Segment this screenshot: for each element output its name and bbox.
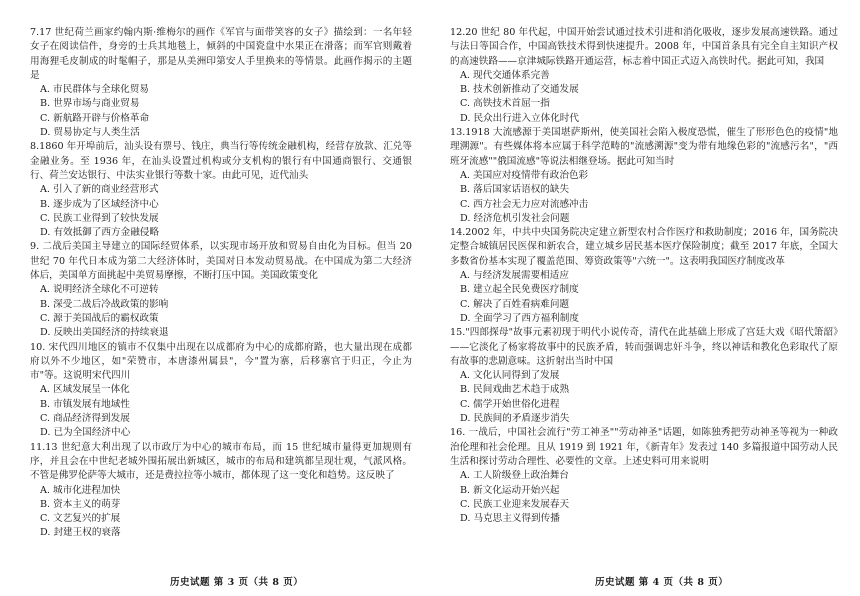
question-15	[450, 326, 838, 426]
option-a: A. 文化认同得到了发展	[460, 370, 560, 382]
option-d: D. 经济危机引发社会问题	[460, 212, 570, 224]
question-stem: 16. 一战后，中国社会流行"劳工神圣""劳动神圣"话题，如陈独秀把劳动神圣等视为一种政治伦理和社会伦理。且从 1919 到 1921 年，《新青年》发表过 140 多篇报道中国劳动人民生活和探讨劳动合理性、必要性的文章。上述史料可用来说明	[450, 427, 838, 467]
question-14	[450, 226, 838, 326]
question-stem: 12.20 世纪 80 年代起，中国开始尝试通过技术引进和消化吸收，逐步发展高速铁路。通过与法日等国合作，中国高铁技术得到快速提升。2008 年，中国首条具有完全自主知识产权的高速铁路——京津城际铁路开通运营，标志着中国正式迈入高铁时代。据此可知，我国	[450, 27, 838, 67]
option-c: C. 源于美国战后的霸权政策	[40, 312, 159, 324]
option-b: B. 资本主义的萌芽	[40, 498, 121, 510]
option-b: B. 世界市场与商业贸易	[40, 98, 140, 110]
option-b: B. 落后国家话语权的缺失	[460, 184, 570, 196]
question-7	[30, 26, 412, 140]
question-stem: 14.2002 年，中共中央国务院决定建立新型农村合作医疗和救助制度；2016 年，国务院决定整合城镇居民医保和新农合，建立城乡居民基本医疗保险制度；截至 2017 年底，全国大多数省份基本实现了覆盖范围、筹资政策等"六统一"。这表明我国医疗制度改革	[450, 227, 838, 267]
question-stem: 9. 二战后美国主导建立的国际经贸体系，以实现市场开放和贸易自由化为目标。但当 20 世纪 70 年代日本成为第二大经济体时，美国对日本发动贸易战。在中国成为第二大经济体后，美国单方面挑起中美贸易摩擦，不断打压中国。美国政策变化	[30, 241, 412, 282]
option-b: B. 新文化运动开始兴起	[460, 484, 560, 496]
option-d: D. 民众出行进入立体化时代	[460, 112, 579, 124]
option-b: B. 技术创新推动了交通发展	[460, 84, 579, 96]
option-a: A. 与经济发展需要相适应	[460, 270, 569, 282]
option-b: B. 民间戏曲艺术趋于成熟	[460, 384, 570, 396]
page-footer: 历史试题 第 3 页（共 8 页）	[170, 577, 304, 588]
option-b: B. 逐步成为了区域经济中心	[40, 198, 159, 210]
option-d: D. 民族间的矛盾逐步消失	[460, 413, 570, 425]
option-a: A. 区域发展呈一体化	[40, 384, 130, 396]
question-stem: 7.17 世纪荷兰画家约翰内斯·维梅尔的画作《军官与面带笑容的女子》描绘到：一名年轻女子在阅读信件，身旁的士兵其地毯上，倾斜的中国瓷盘中水果正在滑落；而军官则戴着用海狸毛皮制成的时髦帽子，那是从美洲印第安人手里换来的等情景。此画作揭示的主题是	[30, 27, 412, 81]
question-16	[450, 426, 838, 526]
option-d: D. 有效抵御了西方金融侵略	[40, 227, 159, 239]
question-stem: 8.1860 年开埠前后，汕头设有票号、钱庄，典当行等传统金融机构，经营存放款、汇兑等金融业务。至 1936 年，在汕头设置过机构或分支机构的银行有中国通商银行、交通银行、荷兰安达银行、中法实业银行等数十家。由此可见，近代汕头	[30, 141, 412, 181]
option-a: A. 说明经济全球化不可逆转	[40, 284, 159, 296]
option-a: A. 美国应对疫情带有政治色彩	[460, 169, 589, 181]
option-d: D. 封建王权的衰落	[40, 527, 121, 539]
option-a: A. 城市化进程加快	[40, 484, 121, 496]
question-stem: 11.13 世纪意大利出现了以市政厅为中心的城市布局，而 15 世纪城市量得更加规则有序，并且会在中世纪老城外围拓展出新城区，城市的布局和建筑都呈现壮观，气派风格。不管是佛罗伦萨等大城市，还是费拉拉等小城市，都体现了这一变化和趋势。这反映了	[30, 441, 412, 482]
option-a: A. 引入了新的商业经营形式	[40, 184, 159, 196]
option-d: D. 全面学习了西方福利制度	[460, 312, 579, 324]
option-d: D. 反映出美国经济的持续衰退	[40, 327, 169, 339]
option-c: C. 儒学开始世俗化进程	[460, 398, 560, 410]
option-b: B. 市镇发展有地域性	[40, 398, 130, 410]
question-9	[30, 240, 412, 340]
question-10	[30, 341, 412, 441]
option-c: C. 文艺复兴的扩展	[40, 513, 121, 525]
question-stem: 10. 宋代四川地区的镇市不仅集中出现在以成都府为中心的成都府路，也大量出现在成都府以外不少地区，如"荣赞市，本唐漆州属县"，今"置为寨，后移寨官于归正，今止为市"等。这说明宋代四川	[30, 341, 412, 382]
option-d: D. 马克思主义得到传播	[460, 513, 560, 525]
option-c: C. 商品经济得到发展	[40, 413, 130, 425]
page-footer: 历史试题 第 4 页（共 8 页）	[595, 577, 729, 588]
option-a: A. 现代交通体系完善	[460, 69, 550, 81]
question-12	[450, 26, 838, 126]
option-b: B. 建立起全民免费医疗制度	[460, 284, 579, 296]
question-stem: 13.1918 大流感源于美国堪萨斯州，使美国社会陷入极度恐慌，催生了形形色色的疫情"地理溯源"。有些媒体将本应属于科学范畴的"流感溯源"变为带有地缘色彩的"流感污名"，"西班牙流感""俄国流感"等说法相继登场。据此可知当时	[450, 127, 838, 167]
question-13	[450, 126, 838, 226]
question-8	[30, 140, 412, 240]
option-a: A. 市民群体与全球化贸易	[40, 84, 149, 96]
question-stem: 15."四郎探母"故事元素初现于明代小说传奇，清代在此基础上形成了宫廷大戏《昭代箫韶》——它淡化了杨家将故事中的民族矛盾，转而强调忠奸斗争，终以神话和教化色彩取代了原有故事的悲剧意味。这折射出当时中国	[450, 327, 838, 367]
option-d: D. 已为全国经济中心	[40, 427, 131, 439]
option-c: C. 民族工业迎来发展春天	[460, 498, 570, 510]
right-page	[430, 0, 860, 596]
option-c: C. 高铁技术首屈一指	[460, 98, 550, 110]
option-a: A. 工人阶级登上政治舞台	[460, 470, 569, 482]
option-c: C. 西方社会无力应对流感冲击	[460, 198, 589, 210]
option-d: D. 贸易协定与人类生活	[40, 127, 140, 139]
option-b: B. 深受二战后冷战政策的影响	[40, 298, 169, 310]
option-c: C. 新航路开辟与价格革命	[40, 112, 150, 124]
question-11	[30, 441, 412, 541]
option-c: C. 解决了百姓看病难问题	[460, 298, 570, 310]
option-c: C. 民族工业得到了较快发展	[40, 212, 159, 224]
